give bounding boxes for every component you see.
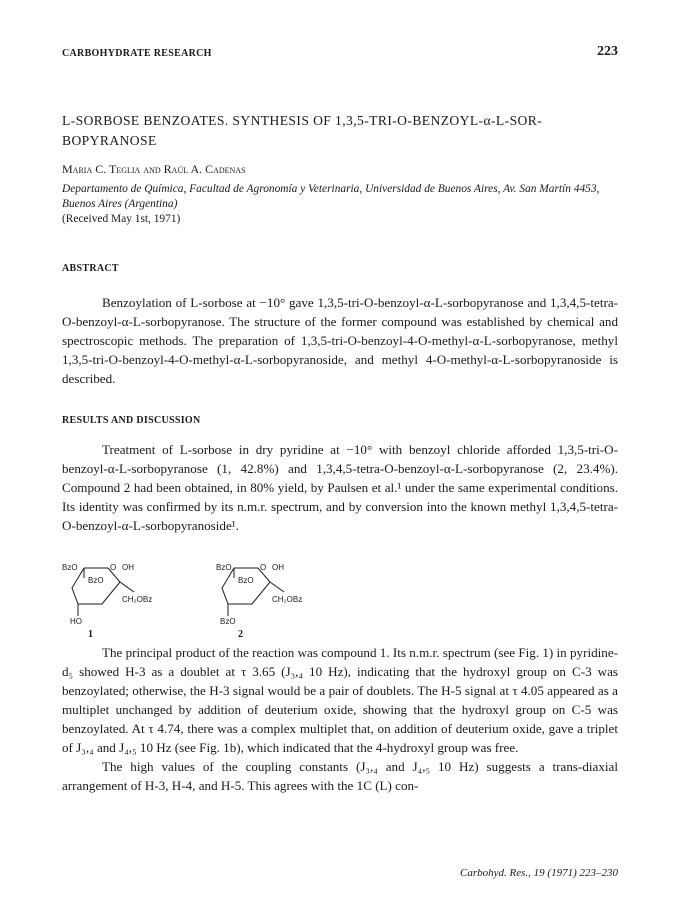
page-number: 223: [597, 44, 618, 59]
results-text-1: [62, 440, 618, 535]
results-heading: RESULTS AND DISCUSSION: [62, 415, 201, 426]
c1-label-ch2obz: CH₂OBz: [122, 595, 153, 604]
c2-label-o: O: [260, 563, 267, 572]
results-paragraph-2: The principal product of the reaction was compound 1. Its n.m.r. spectrum (see Fig. 1) in pyridine-d₅ showed H-3 as a doublet at τ 3.65 (J₃,₄ 10 Hz), indicating that the hydroxyl group on C-3 was benzoylated; otherwise, the H-3 signal would be a pair of doublets. The H-5 signal at τ 4.05 appeared as a multiplet unchanged by addition of deuterium oxide, showing that the hydroxyl group on C-5 was benzoylated. At τ 4.74, there was a complex multiplet that, on addition of deuterium oxide, gave a triplet of J₃,₄ and J₄,₅ 10 Hz (see Fig. 1b), which indicated that the 4-hydroxyl group was free.: [62, 645, 618, 755]
received-date: (Received May 1st, 1971): [62, 213, 181, 225]
c2-label-bzo-bottom: BzO: [220, 617, 236, 626]
results-paragraph-3: The high values of the coupling constants (J₃,₄ and J₄,₅ 10 Hz) suggests a trans-diaxial arrangement of H-3, H-4, and H-5. This agrees with the 1C (L) con-: [62, 759, 618, 793]
page-header: [62, 44, 618, 64]
chemical-structures: [62, 560, 362, 640]
abstract-text: [62, 293, 618, 388]
c1-number: 1: [88, 629, 93, 640]
c2-label-ch2obz: CH₂OBz: [272, 595, 303, 604]
c1-label-oh: OH: [122, 563, 134, 572]
c2-label-oh: OH: [272, 563, 284, 572]
c1-label-o: O: [110, 563, 117, 572]
abstract-heading: ABSTRACT: [62, 263, 119, 274]
running-head: CARBOHYDRATE RESEARCH: [62, 48, 212, 59]
structure-drawings: [62, 560, 362, 640]
c2-label-bzo-top: BzO: [216, 563, 232, 572]
c1-label-bzo-top: BzO: [62, 563, 78, 572]
c1-label-bzo-mid: BzO: [88, 576, 104, 585]
results-paragraph-1: Treatment of L-sorbose in dry pyridine at −10° with benzoyl chloride afforded 1,3,5-tri-O-benzoyl-α-L-sorbopyranose (1, 42.8%) and 1,3,4,5-tetra-O-benzoyl-α-L-sorbopyranose (2, 23.4%). Compound 2 had been obtained, in 80% yield, by Paulsen et al.¹ under the same experimental conditions. Its identity was confirmed by its n.m.r. spectrum, and by conversion into the known methyl 1,3,4,5-tetra-O-benzoyl-α-L-sorbopyranoside¹.: [62, 442, 618, 533]
c2-label-bzo-mid: BzO: [238, 576, 254, 585]
results-text-2: [62, 643, 618, 795]
c2-number: 2: [238, 629, 243, 640]
article-title: [62, 111, 618, 151]
authors: Maria C. Teglia and Raúl A. Cadenas: [62, 162, 246, 176]
title-lead: L-SORBOSE BENZOATES.: [62, 113, 229, 128]
c1-label-ho: HO: [70, 617, 82, 626]
journal-citation: Carbohyd. Res., 19 (1971) 223–230: [460, 867, 618, 879]
title-rest: SYNTHESIS OF 1,3,5-TRI-O-BENZOYL-α-L-SOR-BOPYRANOSE: [62, 113, 543, 148]
abstract-paragraph: Benzoylation of L-sorbose at −10° gave 1,3,5-tri-O-benzoyl-α-L-sorbopyranose and 1,3,4,5-tetra-O-benzoyl-α-L-sorbopyranose. The structure of the former compound was established by chemical and spectroscopic methods. The preparation of 1,3,5-tri-O-benzoyl-4-O-methyl-α-L-sorbopyranose, methyl 1,3,5-tri-O-benzoyl-4-O-methyl-α-L-sorbopyranoside, and methyl 4-O-methyl-α-L-sorbopyranoside is described.: [62, 295, 618, 386]
journal-page: [62, 0, 618, 913]
affiliation: Departamento de Química, Facultad de Agronomía y Veterinaria, Universidad de Buenos Aires, Av. San Martín 4453, Buenos Aires (Argentina): [62, 183, 600, 210]
